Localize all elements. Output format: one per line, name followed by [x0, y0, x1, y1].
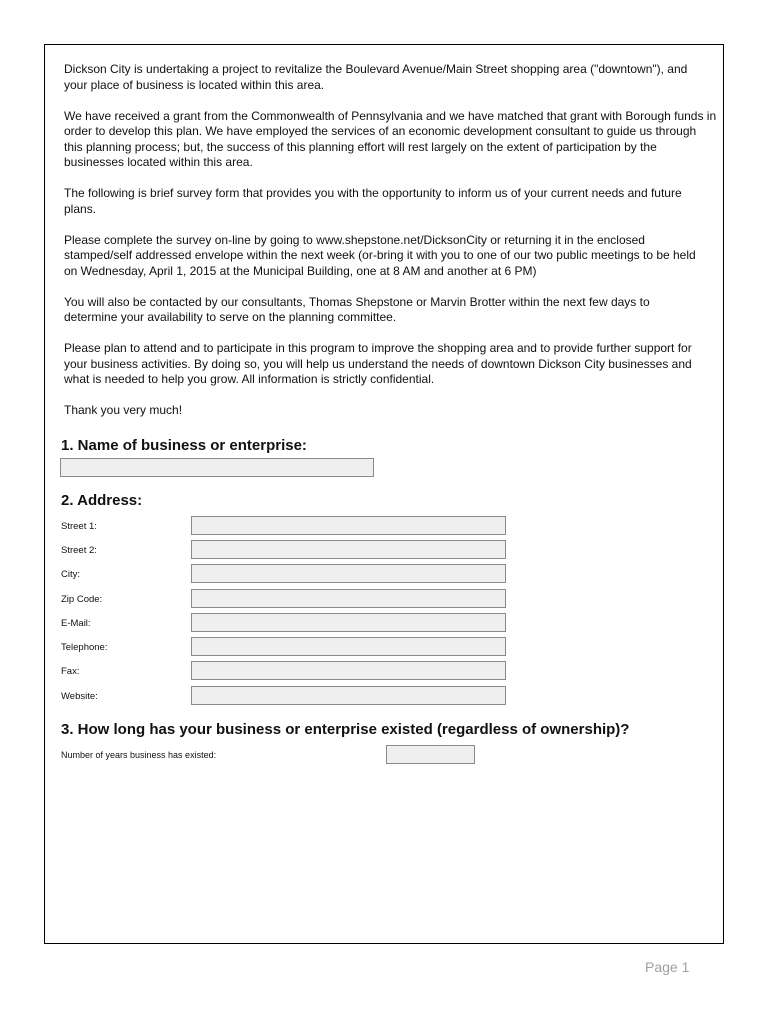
intro-line: Please complete the survey on-line by going to www.shepstone.net/DicksonCity or returning it in the enclosed	[64, 232, 645, 247]
website-input[interactable]	[191, 686, 506, 705]
years-existed-input[interactable]	[386, 745, 475, 764]
intro-paragraph-5	[64, 295, 728, 326]
intro-text	[64, 62, 728, 434]
telephone-input[interactable]	[191, 637, 506, 656]
page-number: Page 1	[645, 959, 690, 975]
street-2-label: Street 2:	[61, 545, 97, 556]
zip-code-input[interactable]	[191, 589, 506, 608]
street-1-label: Street 1:	[61, 521, 97, 532]
street-1-input[interactable]	[191, 516, 506, 535]
intro-line: You will also be contacted by our consultants, Thomas Shepstone or Marvin Brotter within the next few days to	[64, 294, 650, 309]
intro-paragraph-4	[64, 233, 728, 280]
street-2-input[interactable]	[191, 540, 506, 559]
intro-line: order to develop this plan. We have employed the services of an economic development consultant to guide us through	[64, 124, 697, 138]
intro-line: We have received a grant from the Commonwealth of Pennsylvania and we have matched that grant with Borough funds in	[64, 108, 717, 123]
question-1-heading: 1. Name of business or enterprise:	[61, 437, 307, 454]
intro-paragraph-1	[64, 62, 728, 93]
intro-line: The following is brief survey form that provides you with the opportunity to inform us of your current needs and future	[64, 186, 682, 200]
thank-you-line: Thank you very much!	[64, 403, 183, 417]
intro-line: determine your availability to serve on the planning committee.	[64, 310, 397, 324]
email-label: E-Mail:	[61, 618, 91, 629]
intro-line: on Wednesday, April 1, 2015 at the Municipal Building, one at 8 AM and another at 6 PM)	[64, 263, 537, 278]
telephone-label: Telephone:	[61, 642, 108, 653]
years-existed-label: Number of years business has existed:	[61, 750, 217, 760]
zip-code-label: Zip Code:	[61, 594, 103, 605]
intro-line: plans.	[64, 201, 97, 216]
intro-paragraph-2	[64, 109, 728, 171]
question-3-heading: 3. How long has your business or enterprise existed (regardless of ownership)?	[61, 721, 630, 738]
intro-line: this planning process; but, the success of this planning effort will rest largely on the extent of participation by the	[64, 139, 657, 154]
intro-line: Please plan to attend and to participate in this program to improve the shopping area and to provide further support for	[64, 341, 692, 355]
fax-label: Fax:	[61, 666, 80, 677]
intro-line: Dickson City is undertaking a project to revitalize the Boulevard Avenue/Main Street shopping area ("downtown"), and	[64, 62, 688, 76]
fax-input[interactable]	[191, 661, 506, 680]
question-2-heading: 2. Address:	[61, 492, 143, 509]
intro-paragraph-7	[64, 403, 728, 419]
intro-line: your place of business is located within this area.	[64, 77, 325, 92]
website-label: Website:	[61, 691, 98, 702]
city-label: City:	[61, 569, 80, 580]
intro-line: what is needed to help you grow. All information is strictly confidential.	[64, 372, 435, 386]
intro-line: stamped/self addressed envelope within the next week (or-bring it with you to one of our two public meetings to be held	[64, 248, 696, 262]
intro-line: businesses located within this area.	[64, 155, 253, 169]
city-input[interactable]	[191, 564, 506, 583]
intro-paragraph-3	[64, 186, 728, 217]
business-name-input[interactable]	[60, 458, 374, 477]
intro-paragraph-6	[64, 341, 728, 388]
intro-line: your business activities. By doing so, you will help us understand the needs of downtown Dickson City businesses and	[64, 356, 692, 371]
email-input[interactable]	[191, 613, 506, 632]
